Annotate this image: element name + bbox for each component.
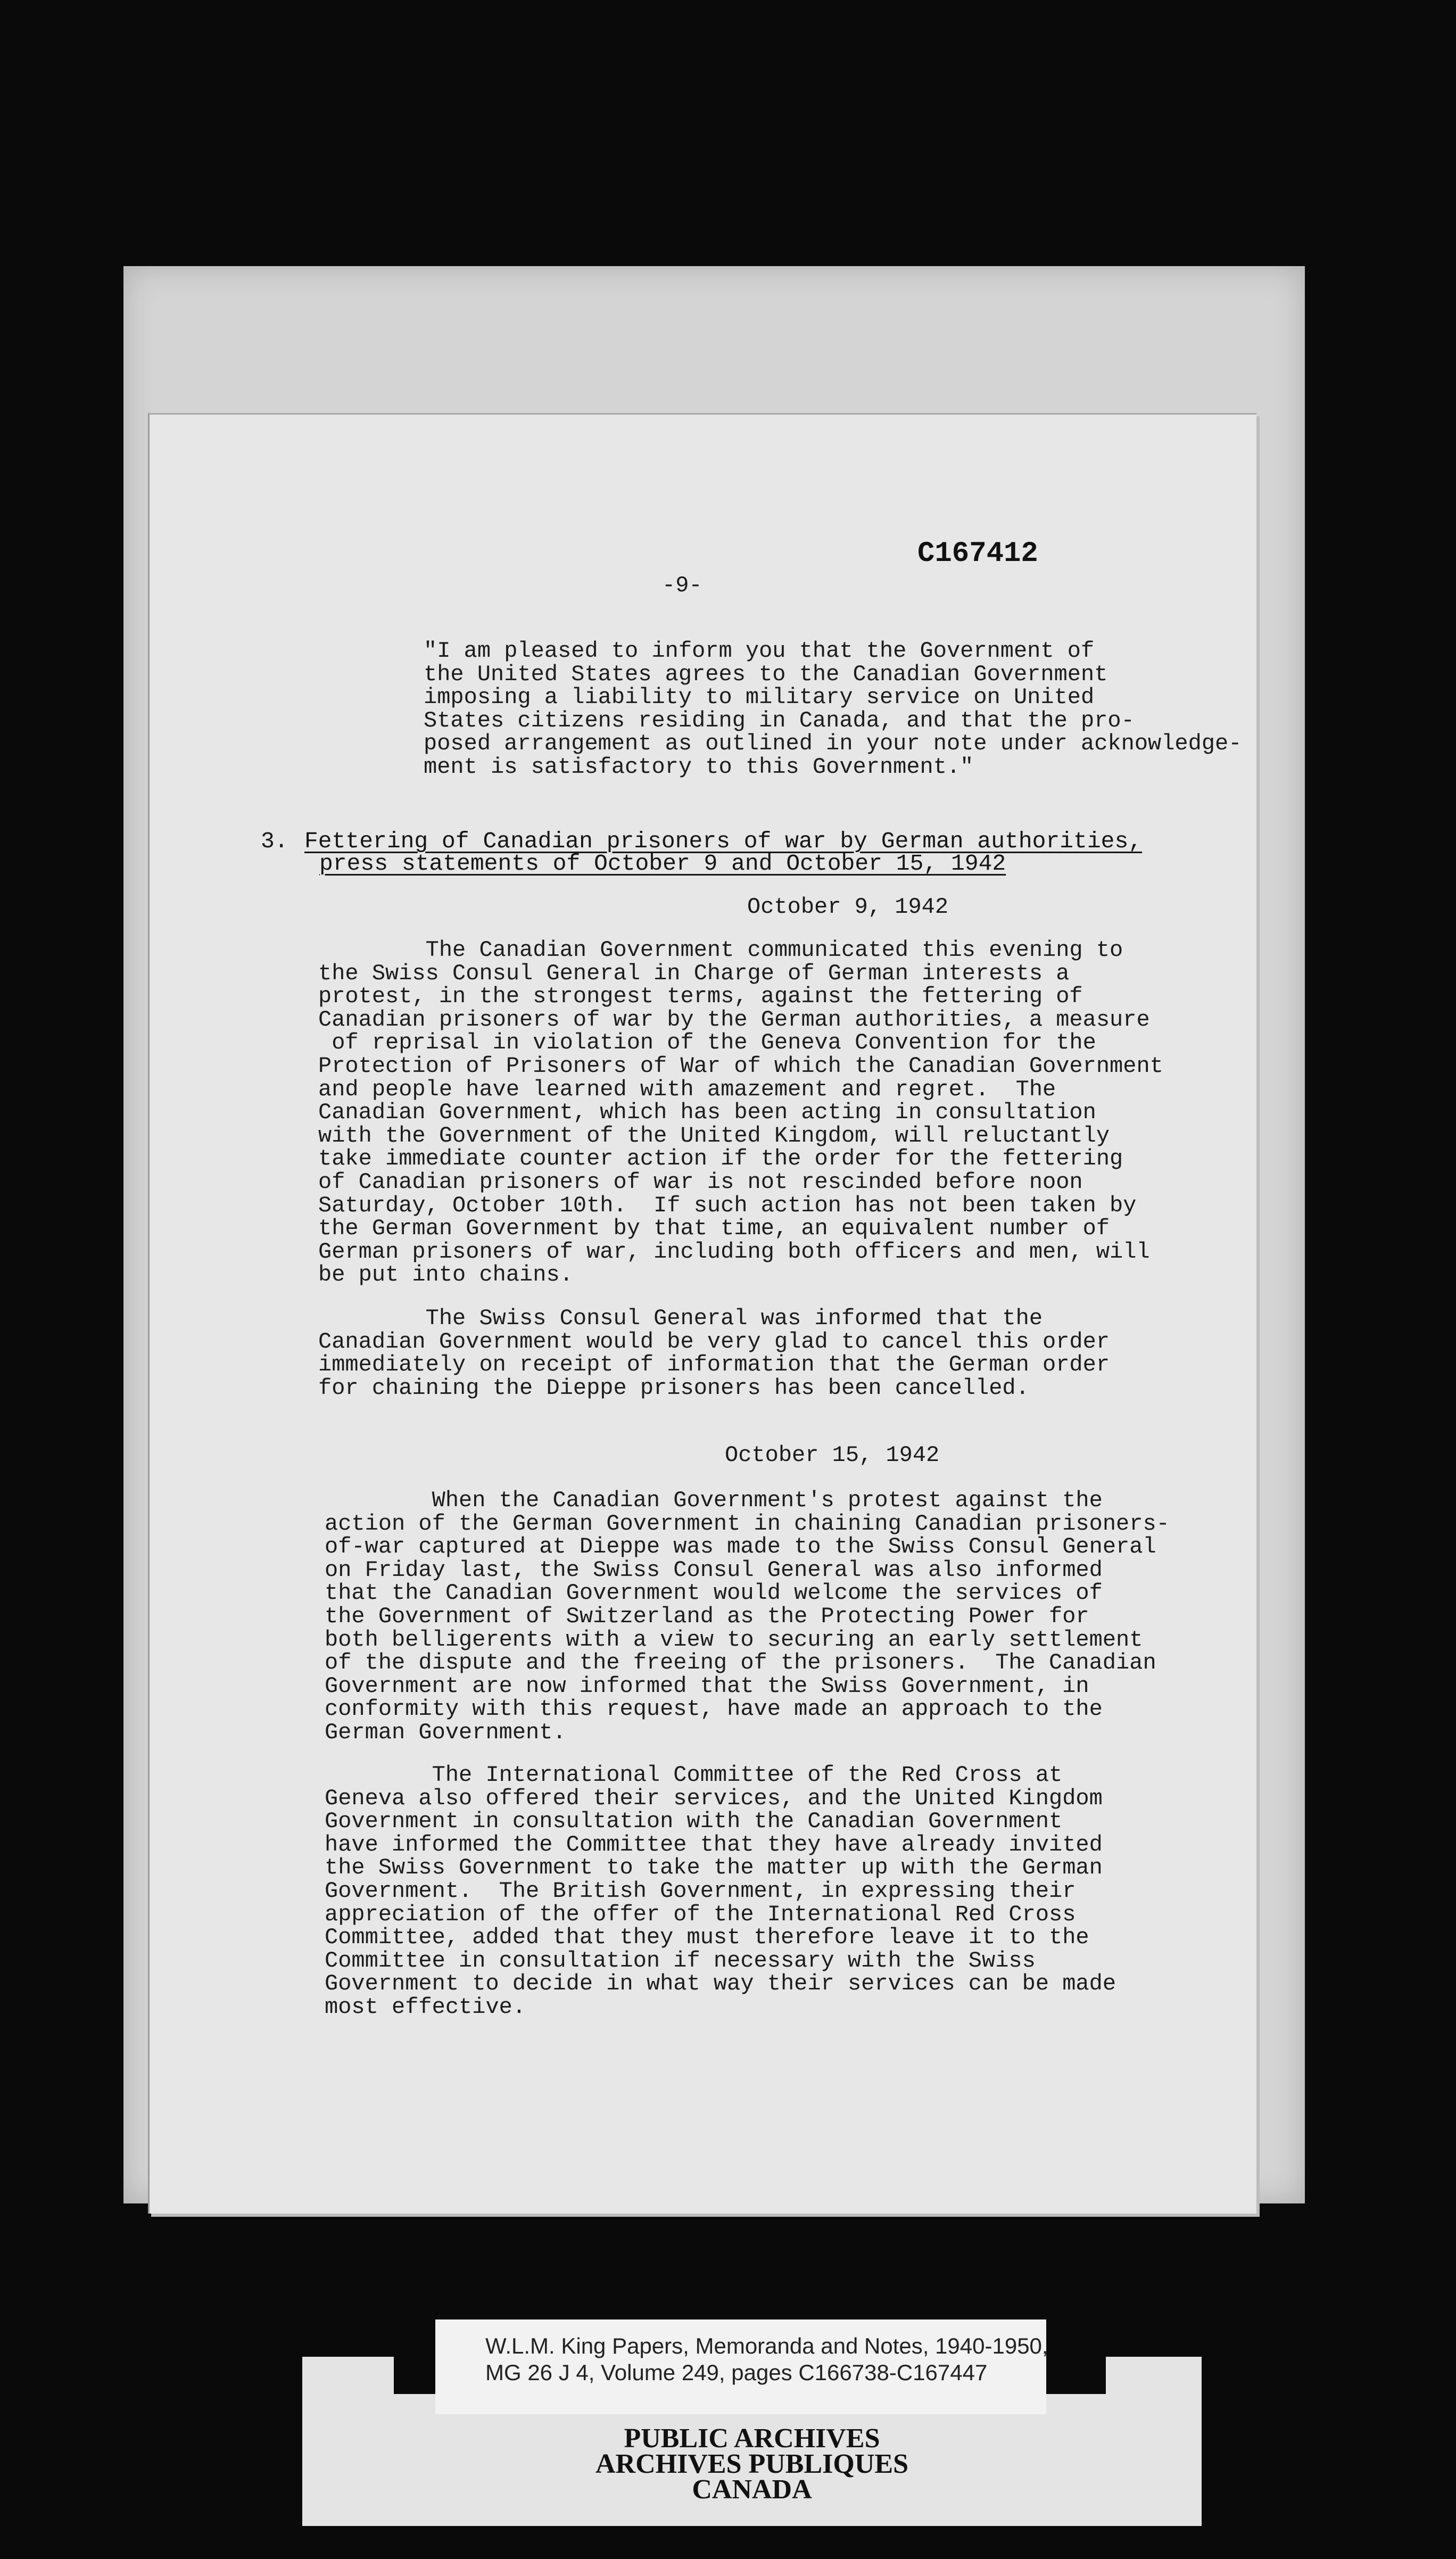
text-line: When the Canadian Government's protest against the xyxy=(325,1488,1103,1513)
statement-date-october-9: October 9, 1942 xyxy=(747,894,949,920)
archive-stamp-country: CANADA xyxy=(692,2474,812,2505)
text-line: protest, in the strongest terms, against the fettering of xyxy=(318,984,1083,1010)
text-line: the Swiss Consul General in Charge of German interests a xyxy=(318,960,1070,986)
text-line: the German Government by that time, an equivalent number of xyxy=(318,1216,1110,1242)
archive-reference-line-2: MG 26 J 4, Volume 249, pages C166738-C167447 xyxy=(485,2360,988,2385)
statement-date-october-15: October 15, 1942 xyxy=(725,1442,940,1468)
section-heading-line-1: Fettering of Canadian prisoners of war by German authorities, xyxy=(304,828,1143,854)
text-line: the Swiss Government to take the matter up with the German xyxy=(325,1855,1103,1881)
text-line: of Canadian prisoners of war is not rescinded before noon xyxy=(318,1169,1083,1195)
text-line: Saturday, October 10th. If such action has not been taken by xyxy=(318,1192,1137,1218)
text-line: German Government. xyxy=(325,1719,566,1745)
text-line: Canadian Government, which has been acting in consultation xyxy=(318,1100,1096,1126)
text-line: of the dispute and the freeing of the prisoners. The Canadian xyxy=(325,1650,1156,1676)
quote-line: posed arrangement as outlined in your note under acknowledge- xyxy=(424,731,1242,757)
text-line: for chaining the Dieppe prisoners has been cancelled. xyxy=(318,1375,1029,1401)
quote-line: States citizens residing in Canada, and that the pro- xyxy=(424,707,1135,733)
text-line: Government. The British Government, in expressing their xyxy=(325,1878,1076,1904)
text-line: with the Government of the United Kingdom, will reluctantly xyxy=(318,1122,1110,1149)
quote-line: ment is satisfactory to this Government." xyxy=(424,754,974,780)
statement-2-paragraph-2 xyxy=(325,1764,1116,2019)
text-line: Geneva also offered their services, and the United Kingdom xyxy=(325,1785,1103,1811)
archive-stamp-french: ARCHIVES PUBLIQUES xyxy=(595,2449,909,2479)
document-number: C167412 xyxy=(917,538,1038,570)
statement-1-paragraph-1 xyxy=(318,939,1163,1287)
text-line: Committee in consultation if necessary with the Swiss xyxy=(325,1947,1036,1974)
text-line: on Friday last, the Swiss Consul General was also informed xyxy=(325,1557,1103,1583)
statement-1-paragraph-2 xyxy=(318,1307,1110,1400)
text-line: most effective. xyxy=(325,1994,526,2020)
archive-reference-line-1: W.L.M. King Papers, Memoranda and Notes, 1940-1950, xyxy=(485,2333,1048,2358)
text-line: Canadian Government would be very glad to cancel this order xyxy=(318,1328,1110,1355)
tab-notch-left xyxy=(394,2357,435,2394)
text-line: conformity with this request, have made an approach to the xyxy=(325,1696,1103,1722)
archive-stamp-english: PUBLIC ARCHIVES xyxy=(624,2423,880,2454)
page-number: -9- xyxy=(662,573,702,598)
text-line: take immediate counter action if the order for the fettering xyxy=(318,1146,1123,1172)
text-line: of-war captured at Dieppe was made to the Swiss Consul General xyxy=(325,1534,1156,1560)
text-line: Protection of Prisoners of War of which the Canadian Government xyxy=(318,1053,1163,1079)
text-line: that the Canadian Government would welcome the services of xyxy=(325,1580,1103,1606)
text-line: The International Committee of the Red Cross at xyxy=(325,1762,1063,1788)
text-line: and people have learned with amazement and regret. The xyxy=(318,1076,1056,1102)
section-number: 3. xyxy=(261,828,288,854)
text-line: have informed the Committee that they have already invited xyxy=(325,1831,1103,1858)
text-line: The Canadian Government communicated this evening to xyxy=(318,937,1123,963)
quote-line: "I am pleased to inform you that the Government of xyxy=(424,638,1095,664)
text-line: The Swiss Consul General was informed that the xyxy=(318,1306,1043,1331)
quote-line: imposing a liability to military service on United xyxy=(424,684,1095,711)
text-line: Canadian prisoners of war by the German authorities, a measure xyxy=(318,1006,1150,1033)
tab-notch-right xyxy=(1046,2357,1106,2394)
text-line: immediately on receipt of information that the German order xyxy=(318,1352,1110,1378)
text-line: Committee, added that they must therefore leave it to the xyxy=(325,1925,1089,1951)
text-line: action of the German Government in chaining Canadian prisoners- xyxy=(325,1510,1170,1537)
text-line: Government in consultation with the Canadian Government xyxy=(325,1809,1063,1835)
text-line: German prisoners of war, including both officers and men, will xyxy=(318,1239,1150,1265)
text-line: be put into chains. xyxy=(318,1262,573,1288)
text-line: Government are now informed that the Swiss Government, in xyxy=(325,1673,1089,1699)
text-line: of reprisal in violation of the Geneva Convention for the xyxy=(318,1030,1096,1056)
quote-line: the United States agrees to the Canadian Government xyxy=(424,661,1108,687)
section-heading-line-2: press statements of October 9 and October 15, 1942 xyxy=(319,851,1006,877)
text-line: appreciation of the offer of the International Red Cross xyxy=(325,1901,1076,1927)
text-line: the Government of Switzerland as the Protecting Power for xyxy=(325,1603,1089,1629)
text-line: both belligerents with a view to securing an early settlement xyxy=(325,1627,1143,1653)
quoted-note xyxy=(424,640,1242,779)
text-line: Government to decide in what way their services can be made xyxy=(325,1971,1116,1997)
statement-2-paragraph-1 xyxy=(325,1489,1170,1745)
